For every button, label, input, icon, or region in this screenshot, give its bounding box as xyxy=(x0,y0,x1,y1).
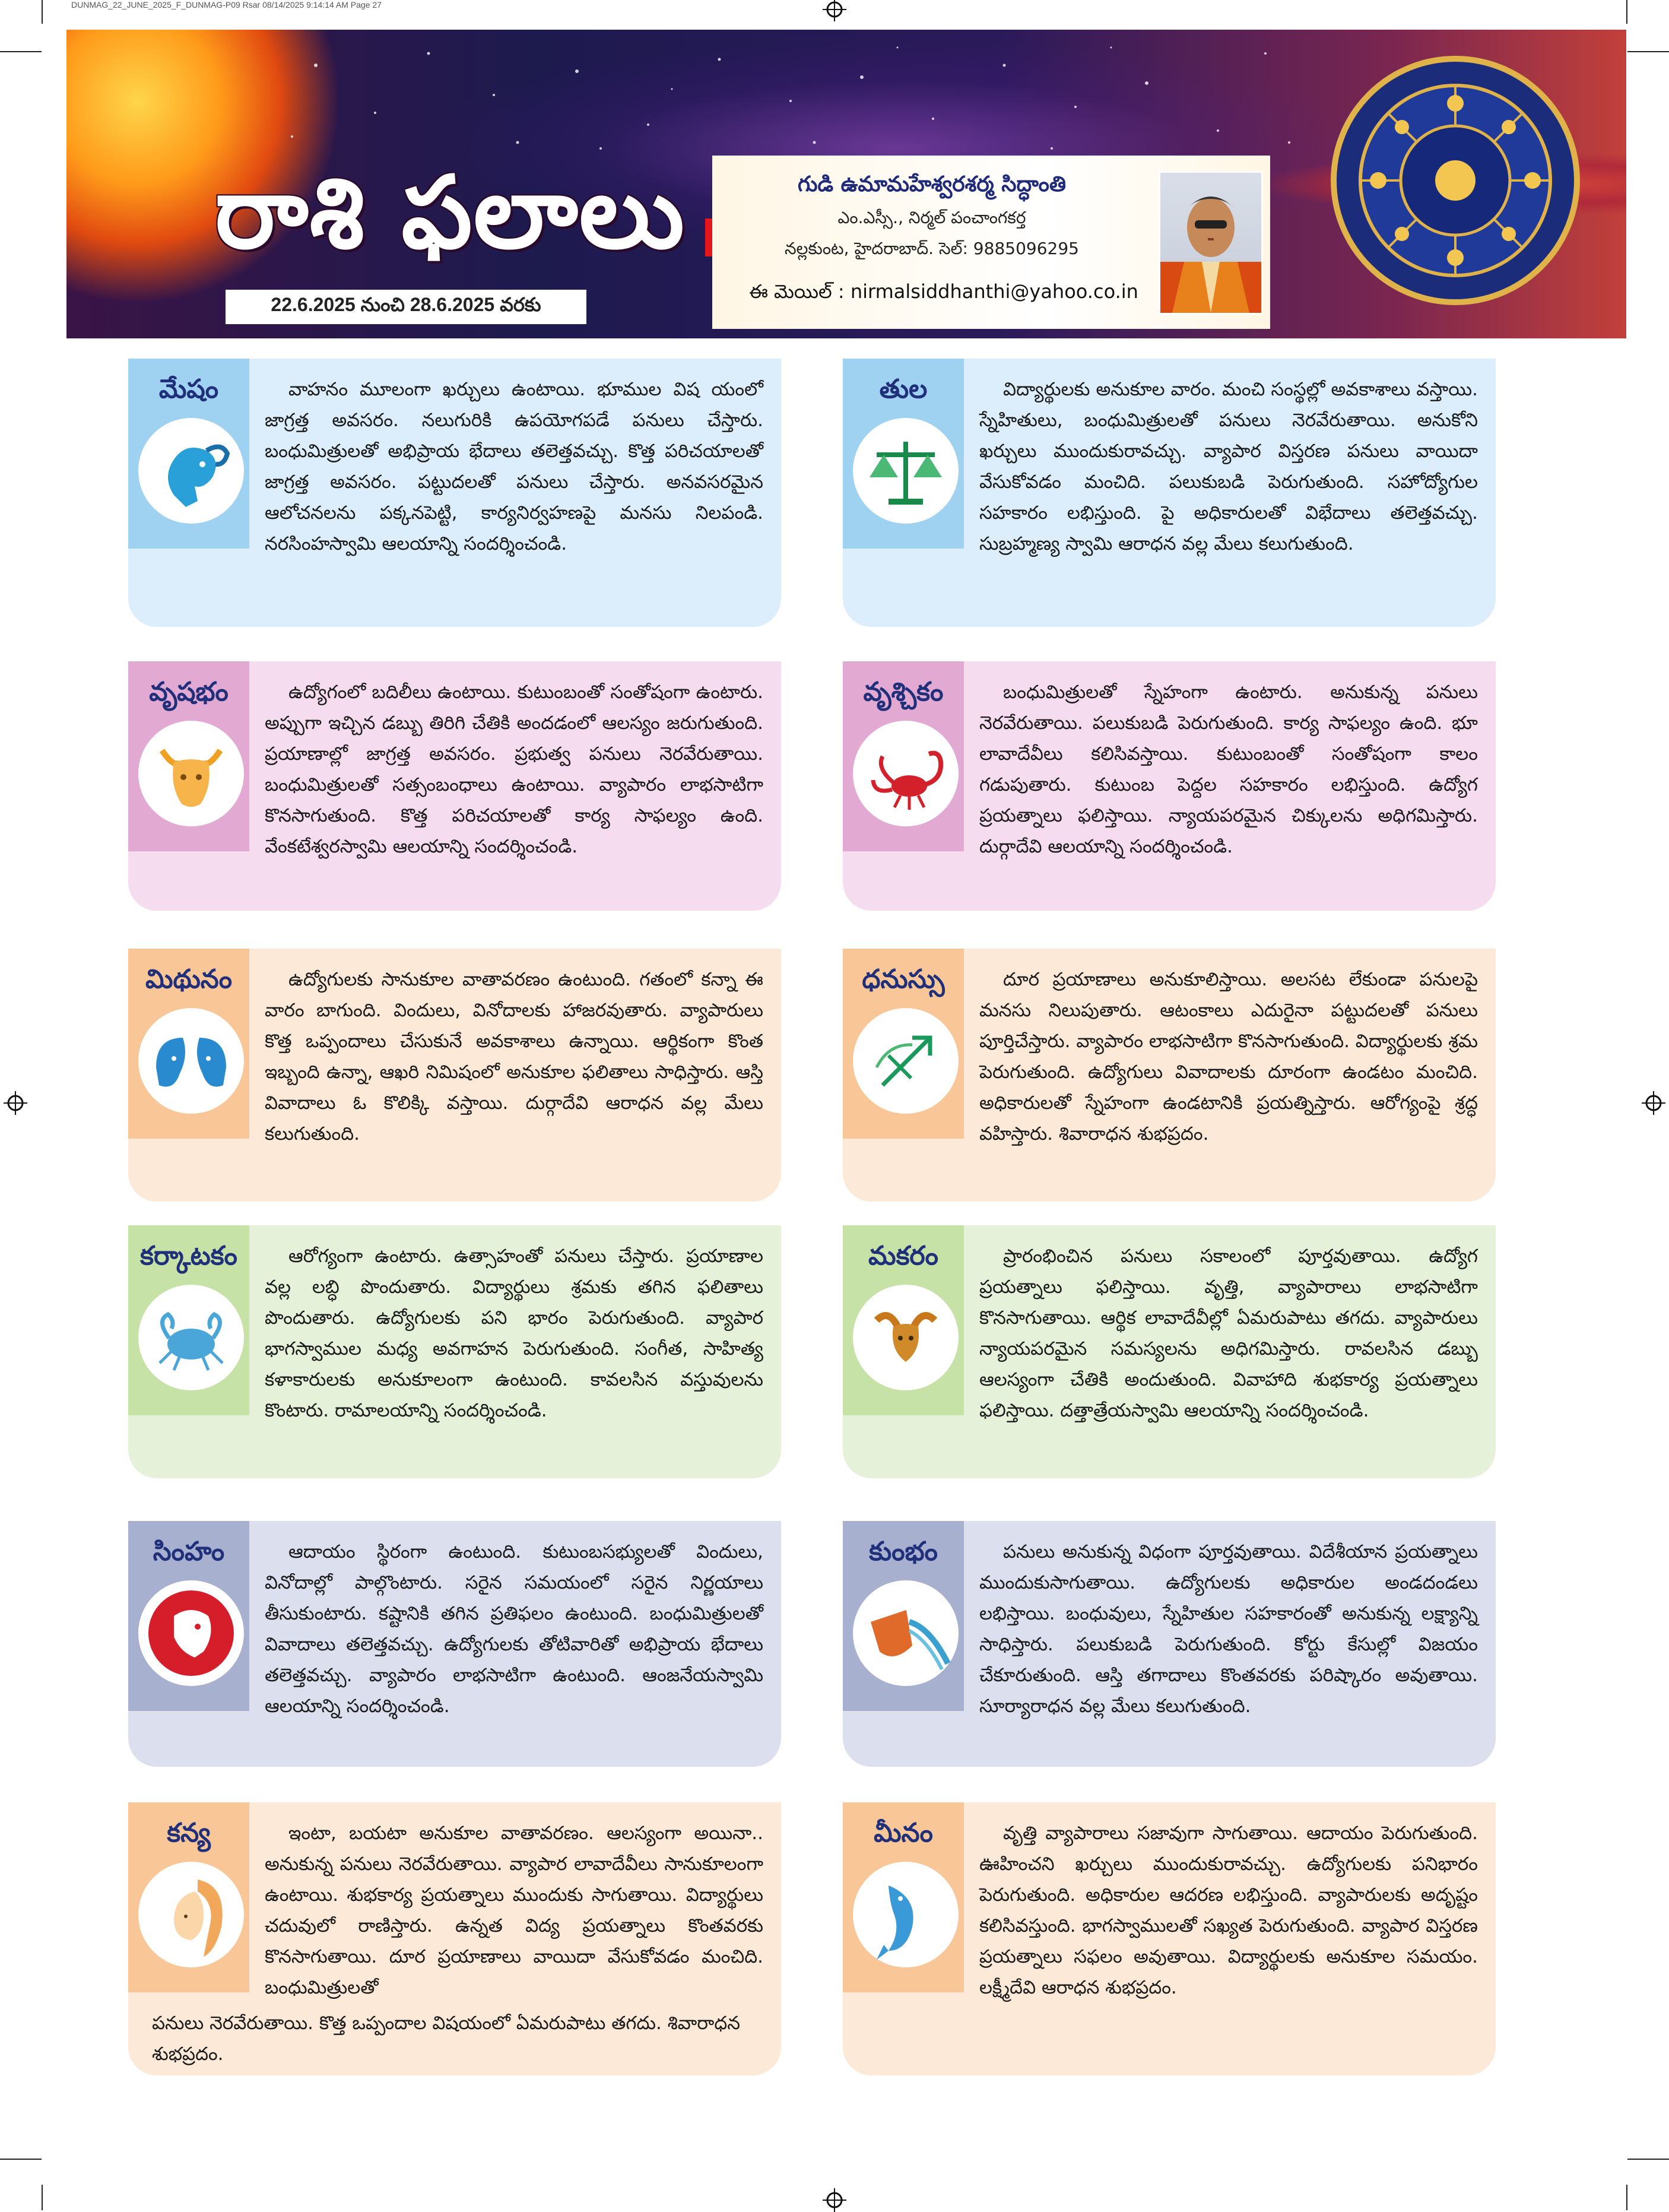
taurus-icon xyxy=(138,721,244,826)
sign-name: సింహం xyxy=(153,1536,225,1567)
sign-label-panel xyxy=(128,661,249,851)
sign-name: కన్య xyxy=(167,1818,211,1848)
sign-emblem xyxy=(853,721,959,826)
sign-label-panel xyxy=(843,1521,964,1711)
sagittarius-icon xyxy=(853,1008,959,1114)
sign-card-vruschikam xyxy=(843,661,1496,911)
sign-emblem xyxy=(138,1862,244,1967)
sign-card-makaram xyxy=(843,1225,1496,1478)
sign-name: వృశ్చికం xyxy=(863,677,944,707)
author-panel xyxy=(712,156,1270,329)
gemini-icon xyxy=(138,1008,244,1114)
libra-icon xyxy=(853,418,959,524)
pisces-icon xyxy=(853,1862,959,1967)
sign-card-kanya xyxy=(128,1802,781,2075)
crop-mark xyxy=(42,0,43,24)
sign-card-meenam xyxy=(843,1802,1496,2075)
sign-prediction: విద్యార్థులకు అనుకూల వారం. మంచి సంస్థల్లో అవకాశాలు వస్తాయి. స్నేహితులు, బంధుమిత్రులతో పనులు నెరవేరుతాయి. అనుకోని ఖర్చులు ముందుకురావచ్చు. వ్యాపార విస్తరణ పనులు వాయిదా వేసుకోవడం మంచిది. పలుకుబడి పెరుగుతుంది. సహోద్యోగుల సహకారం లభిస్తుంది. పై అధికారులతో విభేదాలు తలెత్తవచ్చు. సుబ్రహ్మణ్య స్వామి ఆరాధన వల్ల మేలు కలుగుతుంది. xyxy=(979,379,1478,554)
sign-prediction: వృత్తి వ్యాపారాలు సజావుగా సాగుతాయి. ఆదాయం పెరుగుతుంది. ఊహించని ఖర్చులు ముందుకురావచ్చు. ఉద్యోగులకు పనిభారం పెరుగుతుంది. అధికారుల ఆదరణ లభిస్తుంది. వ్యాపారులకు అదృష్టం కలిసివస్తుంది. భాగస్వాములతో సఖ్యత పెరుగుతుంది. వ్యాపార విస్తరణ ప్రయత్నాలు సఫలం అవుతాయి. విద్యార్థులకు అనుకూల సమయం. లక్ష్మీదేవి ఆరాధన శుభప్రదం. xyxy=(979,1823,1478,1998)
sign-prediction: వాహనం మూలంగా ఖర్చులు ఉంటాయి. భూముల విష యంలో జాగ్రత్త అవసరం. నలుగురికి ఉపయోగపడే పనులు చేస్తారు. బంధుమిత్రులతో అభిప్రాయ భేదాలు తలెత్తవచ్చు. కొత్త పరిచయాలతో జాగ్రత్త అవసరం. పట్టుదలతో పనులు చేస్తారు. అనవసరమైన ఆలోచనలను పక్కనపెట్టి, కార్యనిర్వహణపై మనసు నిలపండి. నరసింహస్వామి ఆలయాన్ని సందర్శించండి. xyxy=(265,379,763,554)
sign-card-karkatakam xyxy=(128,1225,781,1478)
sign-emblem xyxy=(853,1862,959,1967)
sign-card-vrushabham xyxy=(128,661,781,911)
registration-mark-icon xyxy=(823,0,846,21)
crop-mark xyxy=(0,2159,42,2160)
sign-name: మీనం xyxy=(874,1818,933,1848)
sign-card-mesham xyxy=(128,359,781,627)
sign-name: కుంభం xyxy=(869,1536,938,1567)
sign-emblem xyxy=(138,418,244,524)
sign-label-panel xyxy=(128,1521,249,1711)
cancer-icon xyxy=(138,1285,244,1390)
print-slug: DUNMAG_22_JUNE_2025_F_DUNMAG-P09 Rsar 08/14/2025 9:14:14 AM Page 27 xyxy=(71,0,382,9)
sign-prediction: ప్రారంభించిన పనులు సకాలంలో పూర్తవుతాయి. ఉద్యోగ ప్రయత్నాలు ఫలిస్తాయి. వృత్తి, వ్యాపారాలు లాభసాటిగా కొనసాగుతాయి. ఆర్థిక లావాదేవీల్లో ఏమరుపాటు తగదు. వ్యాపారులు న్యాయపరమైన సమస్యలను అధిగమిస్తారు. రావలసిన డబ్బు ఆలస్యంగా చేతికి అందుతుంది. వివాహాది శుభకార్య ప్రయత్నాలు ఫలిస్తాయి. దత్తాత్రేయస్వామి ఆలయాన్ని సందర్శించండి. xyxy=(979,1246,1478,1421)
sign-label-panel xyxy=(128,949,249,1139)
sign-prediction: ఉద్యోగులకు సానుకూల వాతావరణం ఉంటుంది. గతంలో కన్నా ఈ వారం బాగుంది. విందులు, వినోదాలకు హాజరవుతారు. వ్యాపారులు కొత్త ఒప్పందాలు చేసుకునే అవకాశాలు ఉన్నాయి. ఆర్థికంగా కొంత ఇబ్బంది ఉన్నా, ఆఖరి నిమిషంలో అనుకూల ఫలితాలు సాధిస్తారు. ఆస్తి వివాదాలు ఓ కొలిక్కి వస్తాయి. దుర్గాదేవి ఆరాధన వల్ల మేలు కలుగుతుంది. xyxy=(265,969,763,1145)
sign-prediction: ఇంటా, బయటా అనుకూల వాతావరణం. ఆలస్యంగా అయినా.. అనుకున్న పనులు నెరవేరుతాయి. వ్యాపార లావాదేవీలు సానుకూలంగా ఉంటాయి. శుభకార్య ప్రయత్నాలు ముందుకు సాగుతాయి. విద్యార్థులు చదువులో రాణిస్తారు. ఉన్నత విద్య ప్రయత్నాలు కొంతవరకు కొనసాగుతాయి. దూర ప్రయాణాలు వాయిదా వేసుకోవడం మంచిది. బంధుమిత్రులతో xyxy=(265,1823,763,1998)
scorpio-icon xyxy=(853,721,959,826)
sign-label-panel xyxy=(843,1802,964,1992)
sign-emblem xyxy=(138,1008,244,1114)
sign-name: ధనుస్సు xyxy=(862,964,945,994)
sign-card-dhanussu xyxy=(843,949,1496,1202)
sign-label-panel xyxy=(843,359,964,549)
sign-label-panel xyxy=(128,1802,249,1992)
sign-name: మేషం xyxy=(158,374,219,404)
aquarius-icon xyxy=(853,1580,959,1686)
sign-card-kumbham xyxy=(843,1521,1496,1767)
sign-emblem xyxy=(138,1580,244,1686)
aries-icon xyxy=(138,418,244,524)
capricorn-icon xyxy=(853,1285,959,1390)
sign-name: మకరం xyxy=(868,1241,938,1271)
sign-label-panel xyxy=(843,949,964,1139)
sign-prediction: దూర ప్రయాణాలు అనుకూలిస్తాయి. అలసట లేకుండా పనులపై మనసు నిలుపుతారు. ఆటంకాలు ఎదురైనా పట్టుదలతో పనులు పూర్తిచేస్తారు. వ్యాపారం లాభసాటిగా కొనసాగుతుంది. విద్యార్థులకు శ్రమ పెరుగుతుంది. ఉద్యోగులు వివాదాలకు దూరంగా ఉండటం మంచిది. అధికారులతో స్నేహంగా ఉండటానికి ప్రయత్నిస్తారు. ఆరోగ్యంపై శ్రద్ధ వహిస్తారు. శివారాధన శుభప్రదం. xyxy=(979,969,1478,1145)
sign-emblem xyxy=(138,1285,244,1390)
virgo-icon xyxy=(138,1862,244,1967)
author-photo xyxy=(1159,171,1263,315)
header-banner xyxy=(66,30,1626,338)
author-name: గుడి ఉమామహేశ్వరశర్మ సిద్ధాంతి xyxy=(798,172,1066,197)
sign-emblem xyxy=(138,721,244,826)
sign-prediction: ఉద్యోగంలో బదిలీలు ఉంటాయి. కుటుంబంతో సంతోషంగా ఉంటారు. అప్పుగా ఇచ్చిన డబ్బు తిరిగి చేతికి అందడంలో ఆలస్యం జరుగుతుంది. ప్రయాణాల్లో జాగ్రత్త అవసరం. ప్రభుత్వ పనులు నెరవేరుతాయి. బంధుమిత్రులతో సత్సంబంధాలు ఉంటాయి. వ్యాపారం లాభసాటిగా కొనసాగుతుంది. కొత్త పరిచయాలతో కార్య సాఫల్యం ఉంది. వేంకటేశ్వరస్వామి ఆలయాన్ని సందర్శించండి. xyxy=(265,682,763,857)
sign-emblem xyxy=(853,1580,959,1686)
sign-prediction: బంధుమిత్రులతో స్నేహంగా ఉంటారు. అనుకున్న పనులు నెరవేరుతాయి. పలుకుబడి పెరుగుతుంది. కార్య సాఫల్యం ఉంది. భూ లావాదేవీలు కలిసివస్తాయి. కుటుంబంతో సంతోషంగా కాలం గడుపుతారు. కుటుంబ పెద్దల సహకారం లభిస్తుంది. ఉద్యోగ ప్రయత్నాలు ఫలిస్తాయి. న్యాయపరమైన చిక్కులను అధిగమిస్తారు. దుర్గాదేవి ఆలయాన్ని సందర్శించండి. xyxy=(979,682,1478,857)
page-title: రాశి ఫలాలు xyxy=(215,154,686,271)
crop-mark xyxy=(1627,2159,1669,2160)
sign-label-panel xyxy=(843,661,964,851)
author-email: ఈ మెయిల్ : nirmalsiddhanthi@yahoo.co.in xyxy=(749,280,1138,303)
sign-emblem xyxy=(853,1285,959,1390)
sign-name: మిథునం xyxy=(145,964,233,994)
sign-name: కర్కాటకం xyxy=(140,1241,237,1271)
person-portrait-icon xyxy=(1160,173,1261,313)
crop-mark xyxy=(1627,51,1669,52)
sign-label-panel xyxy=(128,1225,249,1415)
sign-card-tula xyxy=(843,359,1496,627)
sign-label-panel xyxy=(128,359,249,549)
crop-mark xyxy=(42,2185,43,2210)
author-qualifications: ఎం.ఎస్సీ., నిర్మల్ పంచాంగకర్త xyxy=(837,208,1026,227)
sign-emblem xyxy=(853,1008,959,1114)
sign-label-panel xyxy=(843,1225,964,1415)
registration-mark-icon xyxy=(4,1091,27,1115)
leo-icon xyxy=(138,1580,244,1686)
sign-card-simham xyxy=(128,1521,781,1767)
registration-mark-icon xyxy=(1642,1091,1665,1115)
sign-prediction-continued: పనులు నెరవేరుతాయి. కొత్త ఒప్పందాల విషయంలో ఏమరుపాటు తగదు. శివారాధన శుభప్రదం. xyxy=(152,2013,740,2065)
sign-name: వృషభం xyxy=(149,677,229,707)
zodiac-wheel-icon xyxy=(1331,56,1580,305)
sign-prediction: ఆదాయం స్థిరంగా ఉంటుంది. కుటుంబసభ్యులతో విందులు, వినోదాల్లో పాల్గొంటారు. సరైన సమయంలో సరైన నిర్ణయాలు తీసుకుంటారు. కష్టానికి తగిన ప్రతిఫలం ఉంటుంది. బంధుమిత్రులతో వివాదాలు తలెత్తవచ్చు. ఉద్యోగులకు తోటివారితో అభిప్రాయ భేదాలు తలెత్తవచ్చు. వ్యాపారం లాభసాటిగా ఉంటుంది. ఆంజనేయస్వామి ఆలయాన్ని సందర్శించండి. xyxy=(265,1541,763,1717)
sign-emblem xyxy=(853,418,959,524)
sign-name: తుల xyxy=(879,374,928,404)
sign-prediction: పనులు అనుకున్న విధంగా పూర్తవుతాయి. విదేశీయాన ప్రయత్నాలు ముందుకుసాగుతాయి. ఉద్యోగులకు అధికారుల అండదండలు లభిస్తాయి. బంధువులు, స్నేహితుల సహకారంతో అనుకున్న లక్ష్యాన్ని సాధిస్తారు. పలుకుబడి పెరుగుతుంది. కోర్టు కేసుల్లో విజయం చేకూరుతుంది. ఆస్తి తగాదాలు కొంతవరకు పరిష్కారం అవుతాయి. సూర్యారాధన వల్ల మేలు కలుగుతుంది. xyxy=(979,1541,1478,1717)
author-address: నల్లకుంట, హైదరాబాద్. సెల్: 9885096295 xyxy=(785,239,1079,258)
crop-mark xyxy=(1626,2185,1627,2210)
registration-mark-icon xyxy=(823,2188,846,2212)
sign-prediction: ఆరోగ్యంగా ఉంటారు. ఉత్సాహంతో పనులు చేస్తారు. ప్రయాణాల వల్ల లబ్ధి పొందుతారు. విద్యార్థులు శ్రమకు తగిన ఫలితాలు పొందుతారు. ఉద్యోగులకు పని భారం పెరుగుతుంది. వ్యాపార భాగస్వాముల మధ్య అవగాహన పెరుగుతుంది. సంగీత, సాహిత్య కళాకారులకు అనుకూలంగా ఉంటుంది. కావలసిన వస్తువులను కొంటారు. రామాలయాన్ని సందర్శించండి. xyxy=(265,1246,763,1421)
sign-card-mithunam xyxy=(128,949,781,1202)
crop-mark xyxy=(0,51,42,52)
crop-mark xyxy=(1626,0,1627,24)
date-range: 22.6.2025 నుంచి 28.6.2025 వరకు xyxy=(226,290,586,324)
